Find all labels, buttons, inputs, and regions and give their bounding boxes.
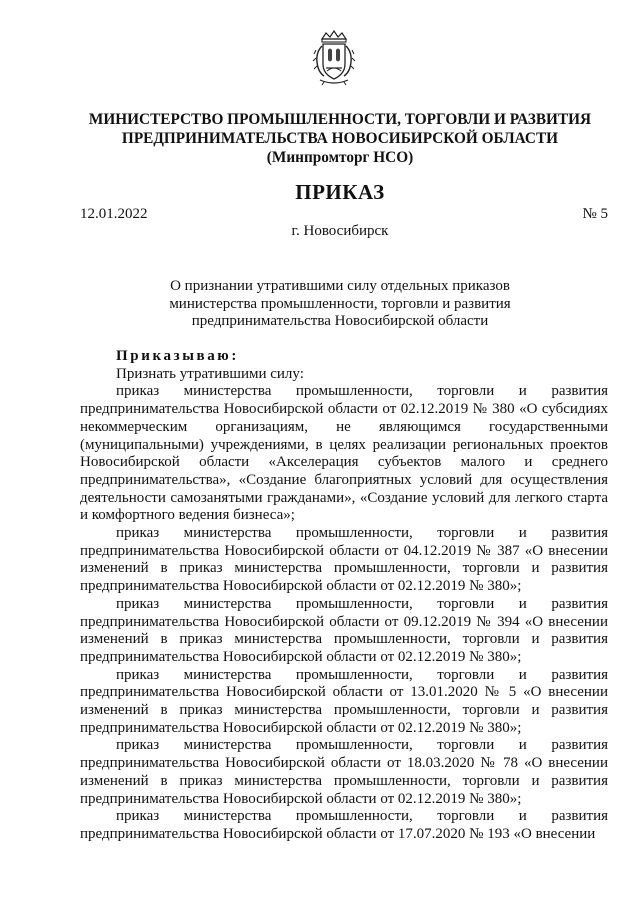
document-type-title: ПРИКАЗ bbox=[295, 180, 385, 204]
decree-word: Приказываю: bbox=[116, 348, 239, 364]
body-item: приказ министерства промышленности, торговли и развития предпринимательства Новосибирской области от 04.12.2019 № 387 «О внесении изменений в приказ министерства промышленности, торговли и развития предпринимательства Новосибирской области от 02.12.2019 № 380»; bbox=[80, 525, 608, 595]
ministry-name-line-2: ПРЕДПРИНИМАТЕЛЬСТВА НОВОСИБИРСКОЙ ОБЛАСТИ bbox=[121, 130, 559, 147]
body-item: приказ министерства промышленности, торговли и развития предпринимательства Новосибирской области от 13.01.2020 № 5 «О внесении изменений в приказ министерства промышленности, торговли и развития предпринимательства Новосибирской области от 02.12.2019 № 380»; bbox=[80, 666, 608, 736]
body-item: приказ министерства промышленности, торговли и развития предпринимательства Новосибирской области от 17.07.2020 № 193 «О внесении bbox=[80, 808, 608, 842]
document-number: № 5 bbox=[582, 206, 608, 222]
document-body bbox=[80, 348, 608, 844]
body-intro: Признать утратившими силу: bbox=[116, 365, 304, 382]
body-item: приказ министерства промышленности, торговли и развития предпринимательства Новосибирской области от 09.12.2019 № 394 «О внесении изменений в приказ министерства промышленности, торговли и развития предпринимательства Новосибирской области от 02.12.2019 № 380»; bbox=[80, 595, 608, 665]
body-item: приказ министерства промышленности, торговли и развития предпринимательства Новосибирской области от 02.12.2019 № 380 «О субсидиях некоммерческим организациям, не являющимся государственными (муниципальными) учреждениями, в целях реализации региональных проектов Новосибирской области «Акселерация субъектов малого и среднего предпринимательства», «Создание благоприятных условий для осуществления деятельности самозанятыми гражданами», «Создание условий для легкого старта и комфортного ведения бизнеса»; bbox=[80, 383, 608, 524]
document-date: 12.01.2022 bbox=[80, 206, 148, 222]
body-item: приказ министерства промышленности, торговли и развития предпринимательства Новосибирской области от 18.03.2020 № 78 «О внесении изменений в приказ министерства промышленности, торговли и развития предпринимательства Новосибирской области от 02.12.2019 № 380»; bbox=[80, 737, 608, 807]
document-city: г. Новосибирск bbox=[291, 223, 389, 239]
ministry-header bbox=[60, 110, 620, 167]
ministry-abbreviation: (Минпромторг НСО) bbox=[266, 149, 414, 166]
document-subject: О признании утратившими силу отдельных приказов министерства промышленности, торговли и развития предпринимательства Новосибирской области bbox=[169, 278, 511, 330]
coat-of-arms-icon bbox=[312, 30, 356, 86]
ministry-name-line-1: МИНИСТЕРСТВО ПРОМЫШЛЕННОСТИ, ТОРГОВЛИ И РАЗВИТИЯ bbox=[88, 111, 592, 128]
